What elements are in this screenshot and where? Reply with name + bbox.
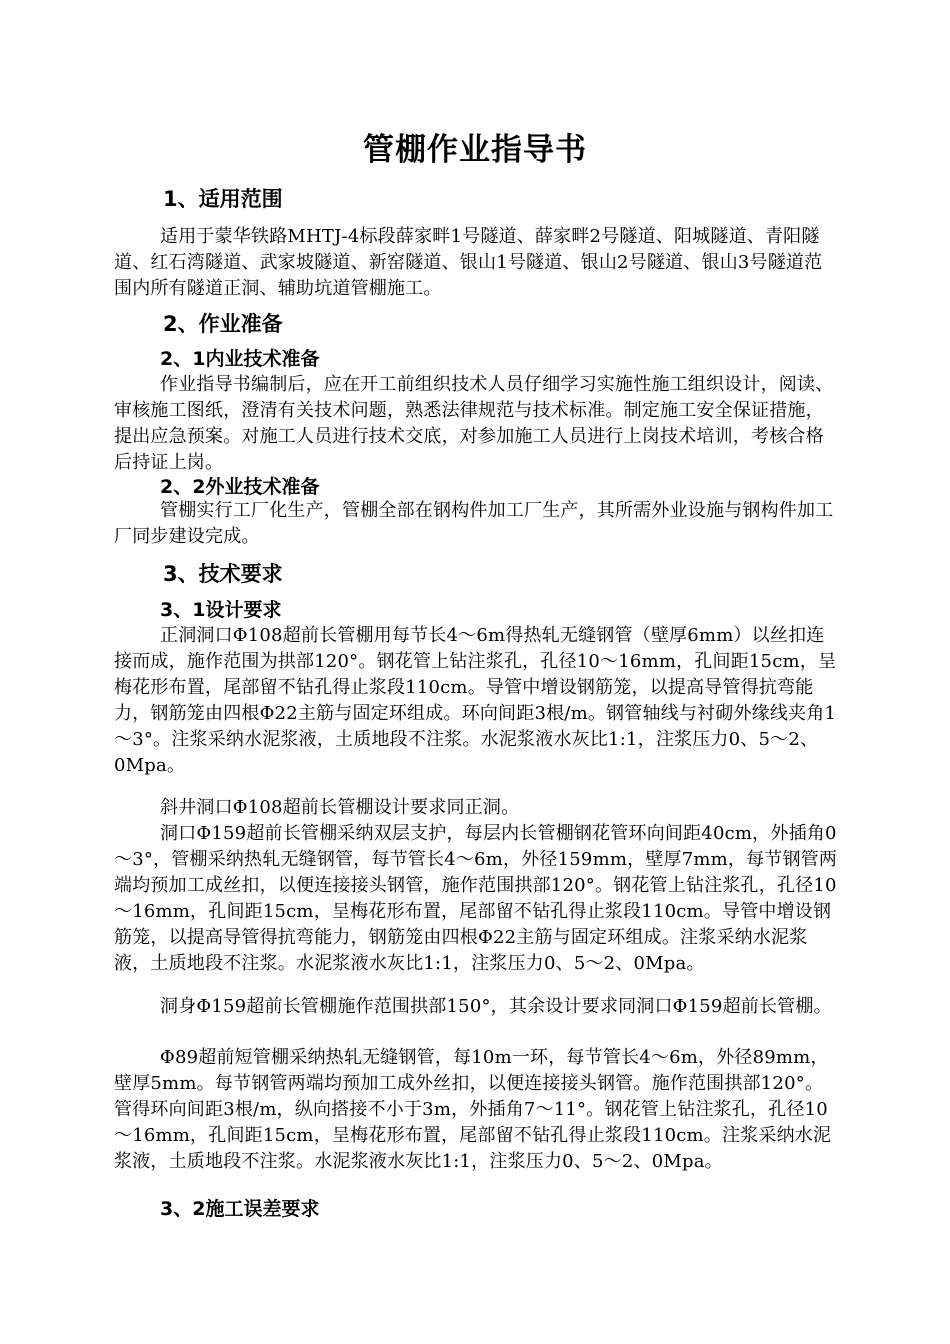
section-3-1-paragraph-3: 洞口Φ159超前长管棚采纳双层支护，每层内长管棚钢花管环向间距40cm，外插角0～3°，管棚采纳热轧无缝钢管，每节管长4～6m，外径159mm，壁厚7mm，每节钢管两端均预加工成丝扣，以便连接接头钢管，施作范围拱部120°。钢花管上钻注浆孔，孔径10～16mm，孔间距15cm，呈梅花形布置，尾部留不钻孔得止浆段110cm。导管中增设钢筋笼，以提高导管得抗弯能力，钢筋笼由四根Φ22主筋与固定环组成。注浆采纳水泥浆液，土质地段不注浆。水泥浆液水灰比1:1，注浆压力0、5～2、0Mpa。 — [114, 823, 838, 974]
document-title: 管棚作业指导书 — [363, 132, 587, 168]
section-2-1-paragraph: 作业指导书编制后，应在开工前组织技术人员仔细学习实施性施工组织设计，阅读、审核施工图纸，澄清有关技术问题，熟悉法律规范与技术标准。制定施工安全保证措施，提出应急预案。对施工人员进行技术交底，对参加施工人员进行上岗技术培训，考核合格后持证上岗。 — [114, 374, 834, 473]
section-3-1-paragraph-2: 斜井洞口Φ108超前长管棚设计要求同正洞。 — [160, 797, 520, 818]
section-2-heading: 2、作业准备 — [163, 312, 283, 336]
section-1-heading: 1、适用范围 — [163, 187, 283, 211]
section-2-2-paragraph: 管棚实行工厂化生产，管棚全部在钢构件加工厂生产，其所需外业设施与钢构件加工厂同步建设完成。 — [114, 500, 834, 547]
section-3-1-paragraph-5: Φ89超前短管棚采纳热轧无缝钢管，每10m一环，每节管长4～6m，外径89mm，壁厚5mm。每节钢管两端均预加工成外丝扣，以便连接接头钢管。施作范围拱部120°。管得环向间距3根/m，纵向搭接不小于3m，外插角7～11°。钢花管上钻注浆孔，孔径10～16mm，孔间距15cm，呈梅花形布置，尾部留不钻孔得止浆段110cm。注浆采纳水泥浆液，土质地段不注浆。水泥浆液水灰比1:1，注浆压力0、5～2、0Mpa。 — [114, 1047, 832, 1172]
section-2-1-heading: 2、1内业技术准备 — [160, 348, 320, 370]
section-3-1-paragraph-1: 正洞洞口Φ108超前长管棚用每节长4～6m得热轧无缝钢管（壁厚6mm）以丝扣连接而成，施作范围为拱部120°。钢花管上钻注浆孔，孔径10～16mm，孔间距15cm，呈梅花形布置，尾部留不钻孔得止浆段110cm。导管中增设钢筋笼，以提高导管得抗弯能力，钢筋笼由四根Φ22主筋与固定环组成。环向间距3根/m。钢管轴线与衬砌外缘线夹角1～3°。注浆采纳水泥浆液，土质地段不注浆。水泥浆液水灰比1:1，注浆压力0、5～2、0Mpa。 — [114, 625, 837, 776]
section-1-paragraph: 适用于蒙华铁路MHTJ-4标段薛家畔1号隧道、薛家畔2号隧道、阳城隧道、青阳隧道、红石湾隧道、武家坡隧道、新窑隧道、银山1号隧道、银山2号隧道、银山3号隧道范围内所有隧道正洞、辅助坑道管棚施工。 — [114, 226, 823, 299]
section-3-1-heading: 3、1设计要求 — [160, 599, 282, 621]
section-3-heading: 3、技术要求 — [163, 562, 283, 586]
section-2-2-heading: 2、2外业技术准备 — [160, 476, 320, 498]
section-3-1-paragraph-4: 洞身Φ159超前长管棚施作范围拱部150°，其余设计要求同洞口Φ159超前长管棚。 — [160, 996, 832, 1017]
section-3-2-heading: 3、2施工误差要求 — [160, 1198, 320, 1220]
